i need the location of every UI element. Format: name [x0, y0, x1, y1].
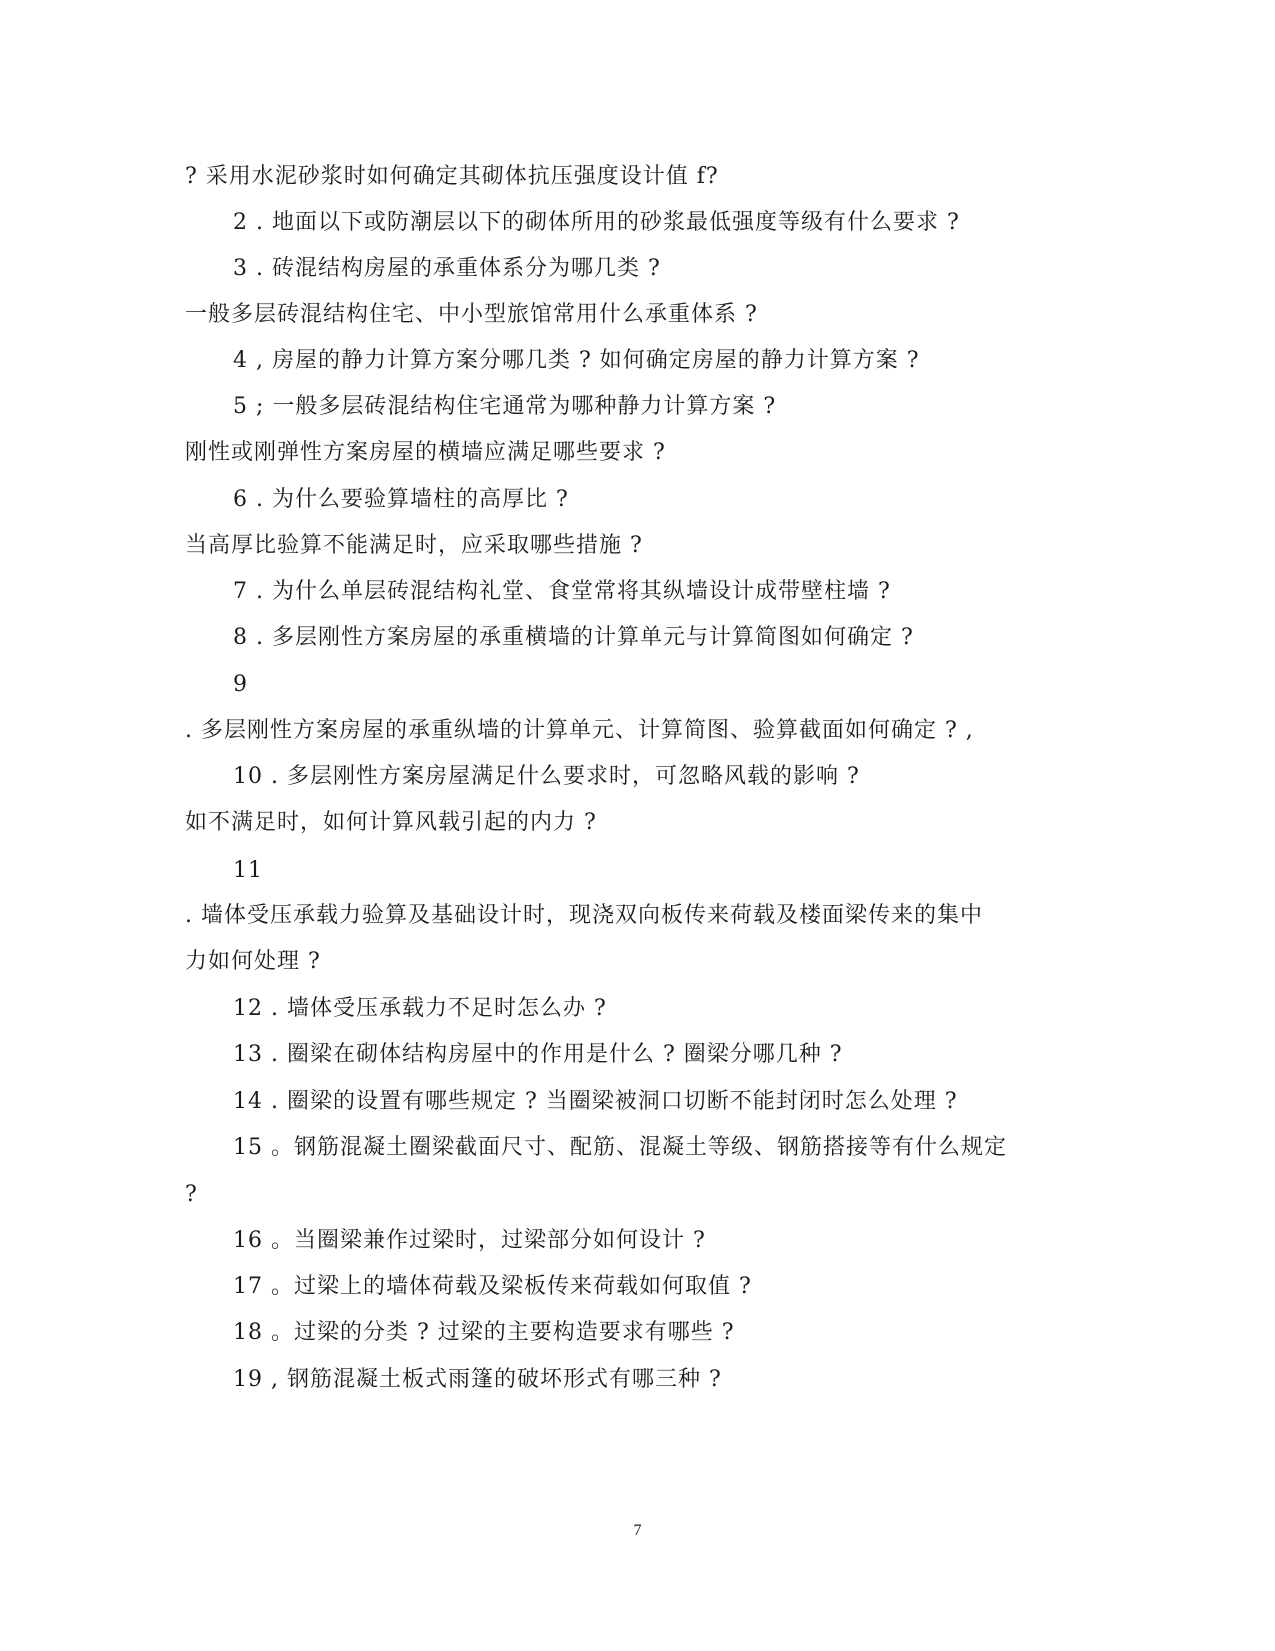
question-7: 7 . 为什么单层砖混结构礼堂、食堂常将其纵墙设计成带壁柱墙 ?: [233, 579, 891, 604]
question-10: 10 . 多层刚性方案房屋满足什么要求时，可忽略风载的影响 ?: [233, 764, 860, 789]
question-4: 4 , 房屋的静力计算方案分哪几类 ? 如何确定房屋的静力计算方案 ?: [233, 348, 920, 373]
question-12: 12 . 墙体受压承载力不足时怎么办 ?: [233, 996, 607, 1021]
text-line: 刚性或刚弹性方案房屋的横墙应满足哪些要求 ?: [185, 440, 666, 465]
question-5: 5 ; 一般多层砖混结构住宅通常为哪种静力计算方案 ?: [233, 394, 777, 419]
question-19: 19 , 钢筋混凝土板式雨篷的破坏形式有哪三种 ?: [233, 1367, 722, 1392]
question-18: 18 。过梁的分类 ? 过梁的主要构造要求有哪些 ?: [233, 1320, 735, 1345]
question-13: 13 . 圈梁在砌体结构房屋中的作用是什么 ? 圈梁分哪几种 ?: [233, 1042, 843, 1067]
question-2: 2 . 地面以下或防潮层以下的砌体所用的砂浆最低强度等级有什么要求 ?: [233, 210, 960, 235]
text-line: ?: [185, 1182, 198, 1207]
text-line: ? 采用水泥砂浆时如何确定其砌体抗压强度设计值 f?: [185, 164, 719, 189]
question-11-number: 11: [233, 858, 263, 883]
question-9-number: 9: [233, 672, 248, 697]
question-14: 14 . 圈梁的设置有哪些规定 ? 当圈梁被洞口切断不能封闭时怎么处理 ?: [233, 1089, 958, 1114]
question-11: . 墙体受压承载力验算及基础设计时，现浇双向板传来荷载及楼面梁传来的集中: [185, 903, 983, 928]
question-9: . 多层刚性方案房屋的承重纵墙的计算单元、计算简图、验算截面如何确定 ? ,: [185, 718, 974, 743]
question-17: 17 。过梁上的墙体荷载及梁板传来荷载如何取值 ?: [233, 1274, 752, 1299]
question-8: 8 . 多层刚性方案房屋的承重横墙的计算单元与计算简图如何确定 ?: [233, 625, 914, 650]
question-3: 3 . 砖混结构房屋的承重体系分为哪几类 ?: [233, 256, 661, 281]
question-15: 15 。钢筋混凝土圈梁截面尺寸、配筋、混凝土等级、钢筋搭接等有什么规定: [233, 1135, 1007, 1160]
page-number: 7: [633, 1522, 642, 1539]
text-line: 一般多层砖混结构住宅、中小型旅馆常用什么承重体系 ?: [185, 302, 758, 327]
question-6: 6 . 为什么要验算墙柱的高厚比 ?: [233, 487, 569, 512]
question-16: 16 。当圈梁兼作过梁时，过梁部分如何设计 ?: [233, 1228, 706, 1253]
text-line: 力如何处理 ?: [185, 949, 321, 974]
text-line: 如不满足时，如何计算风载引起的内力 ?: [185, 810, 597, 835]
text-line: 当高厚比验算不能满足时，应采取哪些措施 ?: [185, 533, 643, 558]
